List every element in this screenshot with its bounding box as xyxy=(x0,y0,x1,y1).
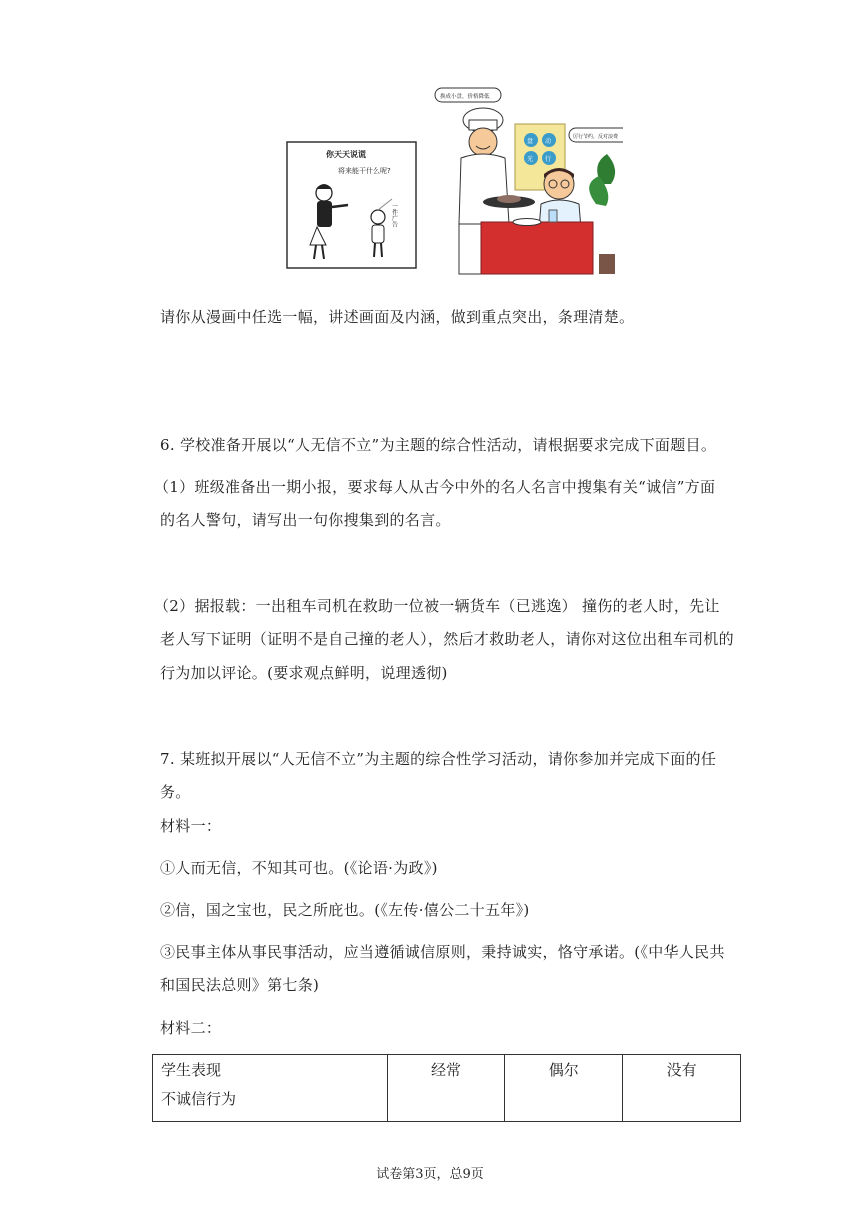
q6-stem: 6. 学校准备开展以“人无信不立”为主题的综合性活动，请根据要求完成下面题目。 xyxy=(160,436,717,454)
table-corner-cell xyxy=(153,1055,388,1122)
q6-sub2-line2: 老人写下证明（证明不是自己撞的老人），然后才救助老人，请你对这位出租车司机的 xyxy=(160,630,734,648)
q6-sub2-line1: （2）据报载：一出租车司机在救助一位被一辆货车（已逃逸） 撞伤的老人时，先让 xyxy=(154,597,720,615)
comic1-side-text: 一件广告 xyxy=(390,203,398,227)
page-footer: 试卷第3页，总9页 xyxy=(376,1167,484,1182)
poster-word-1: 盘 xyxy=(527,138,534,145)
table-row xyxy=(153,1055,741,1122)
q7-material1-item1: ①人而无信，不知其可也。(《论语·为政》) xyxy=(160,859,438,877)
q5-prompt: 请你从漫画中任选一幅，讲述画面及内涵，做到重点突出，条理清楚。 xyxy=(160,308,635,326)
q7-material1-item2: ②信，国之宝也，民之所庇也。(《左传·僖公二十五年》) xyxy=(160,901,530,919)
q7-material1-label: 材料一： xyxy=(160,817,222,835)
comic-clean-plate xyxy=(431,84,623,277)
comic1-bubble: 将来能干什么呢? xyxy=(338,167,391,175)
comic-lying-child-illustration xyxy=(286,141,417,269)
comic1-title: 你天天说谎 xyxy=(326,150,366,159)
poster-word-2: 动 xyxy=(545,138,552,145)
comic-clean-plate-illustration xyxy=(431,84,623,277)
comic2-chef-bubble: 换成小盘，价格降低 xyxy=(440,94,490,100)
q7-material2-label: 材料二： xyxy=(160,1019,222,1037)
q7-stem-line1: 7. 某班拟开展以“人无信不立”为主题的综合性学习活动，请你参加并完成下面的任 xyxy=(160,750,717,768)
table-header-sometimes: 偶尔 xyxy=(505,1055,623,1122)
poster-word-4: 行 xyxy=(545,156,552,163)
survey-table xyxy=(152,1054,741,1122)
q6-sub1-line1: （1）班级准备出一期小报，要求每人从古今中外的名人名言中搜集有关“诚信”方面 xyxy=(154,478,716,496)
comic-lying-child xyxy=(286,141,417,269)
q7-material1-item3-line1: ③民事主体从事民事活动，应当遵循诚信原则，秉持诚实，恪守承诺。(《中华人民共 xyxy=(160,943,725,961)
poster-word-3: 光 xyxy=(527,156,534,163)
table-header-often: 经常 xyxy=(387,1055,505,1122)
table-header-never: 没有 xyxy=(623,1055,741,1122)
q6-sub1-line2: 的名人警句，请写出一句你搜集到的名言。 xyxy=(160,511,451,529)
q7-stem-line2: 务。 xyxy=(160,783,191,801)
table-corner-bottom: 不诚信行为 xyxy=(161,1090,237,1108)
table-corner-top: 学生表现 xyxy=(161,1061,222,1079)
comic2-customer-bubble: 厉行节约，反对浪费 xyxy=(573,134,619,140)
q7-material1-item3-line2: 和国民法总则》第七条) xyxy=(160,976,320,994)
q6-sub2-line3: 行为加以评论。(要求观点鲜明，说理透彻) xyxy=(160,664,448,682)
